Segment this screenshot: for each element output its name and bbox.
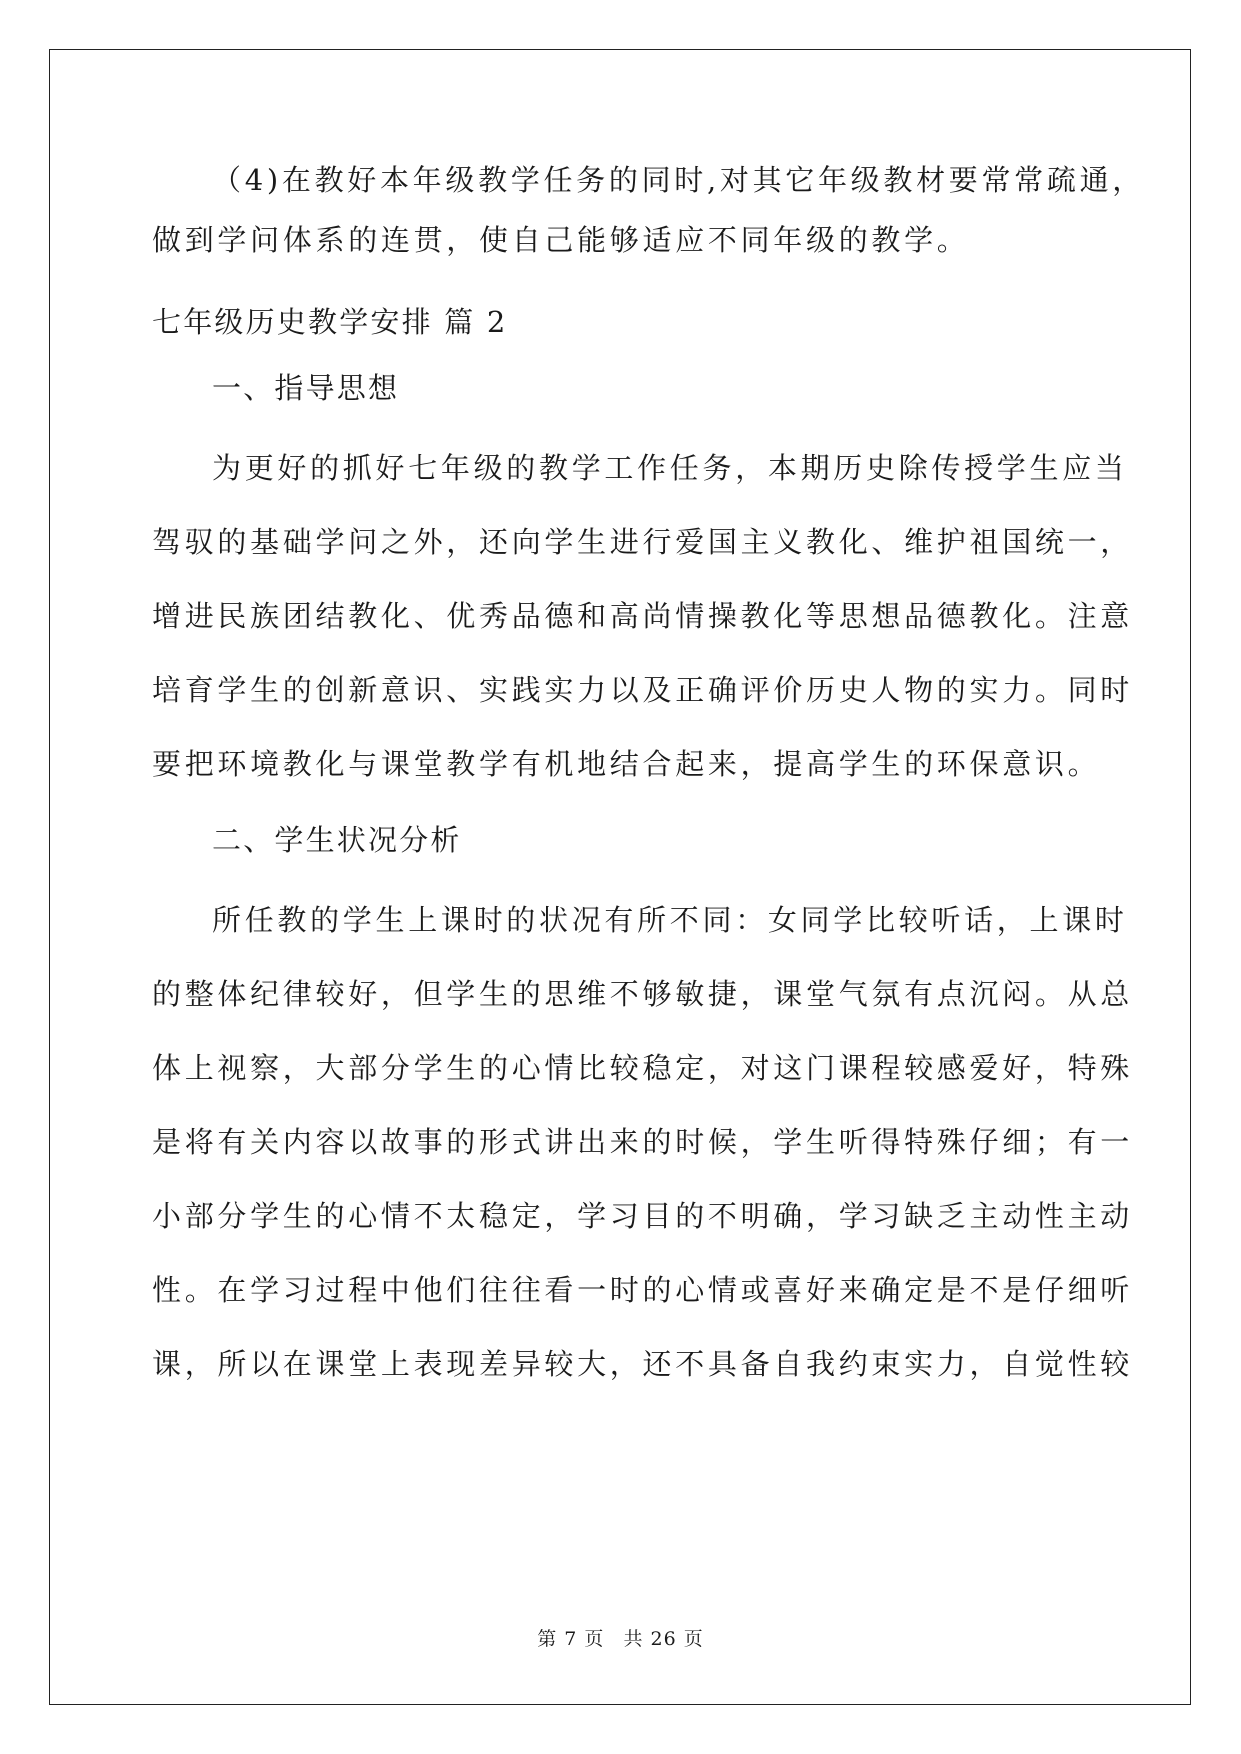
paragraph-line: 要把环境教化与课堂教学有机地结合起来，提高学生的环保意识。 — [152, 747, 1101, 781]
page-footer — [0, 1627, 1241, 1651]
paragraph-line: 培育学生的创新意识、实践实力以及正确评价历史人物的实力。同时 — [152, 673, 1134, 707]
paragraph-line: 为更好的抓好七年级的教学工作任务，本期历史除传授学生应当 — [212, 451, 1128, 485]
paragraph-line: （4)在教好本年级教学任务的同时,对其它年级教材要常常疏通， — [212, 163, 1145, 197]
section-heading: 二、学生状况分析 — [212, 823, 462, 857]
section-heading: 一、指导思想 — [212, 371, 400, 405]
paragraph-line: 做到学问体系的连贯，使自己能够适应不同年级的教学。 — [152, 223, 970, 257]
paragraph-line: 体上视察，大部分学生的心情比较稳定，对这门课程较感爱好，特殊 — [152, 1051, 1134, 1085]
paragraph-line: 驾驭的基础学问之外，还向学生进行爱国主义教化、维护祖国统一， — [152, 525, 1134, 559]
section-title: 七年级历史教学安排 篇 2 — [152, 305, 508, 339]
paragraph-line: 小部分学生的心情不太稳定，学习目的不明确，学习缺乏主动性主动 — [152, 1199, 1134, 1233]
paragraph-line: 性。在学习过程中他们往往看一时的心情或喜好来确定是不是仔细听 — [152, 1273, 1134, 1307]
page-number: 第 7 页 — [537, 1628, 605, 1650]
page-total: 共 26 页 — [623, 1628, 704, 1650]
paragraph-line: 课，所以在课堂上表现差异较大，还不具备自我约束实力，自觉性较 — [152, 1347, 1134, 1381]
paragraph-line: 的整体纪律较好，但学生的思维不够敏捷，课堂气氛有点沉闷。从总 — [152, 977, 1134, 1011]
paragraph-line: 所任教的学生上课时的状况有所不同：女同学比较听话，上课时 — [212, 903, 1128, 937]
paragraph-line: 是将有关内容以故事的形式讲出来的时候，学生听得特殊仔细；有一 — [152, 1125, 1134, 1159]
paragraph-line: 增进民族团结教化、优秀品德和高尚情操教化等思想品德教化。注意 — [152, 599, 1134, 633]
page-border — [49, 49, 1191, 1705]
